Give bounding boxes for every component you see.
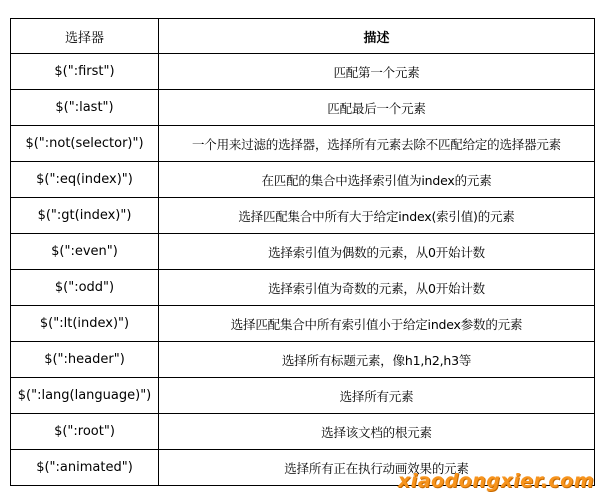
table-row <box>11 198 595 234</box>
description-column-header: 描述 <box>159 19 595 54</box>
table-row <box>11 126 595 162</box>
selector-cell: $(":not(selector)") <box>11 126 159 162</box>
selector-cell: $(":header") <box>11 342 159 378</box>
table-row <box>11 378 595 414</box>
description-cell: 选择所有元素 <box>159 378 595 414</box>
description-cell: 在匹配的集合中选择索引值为index的元素 <box>159 162 595 198</box>
selector-cell: $(":first") <box>11 54 159 90</box>
selector-table <box>10 18 595 486</box>
description-cell: 选择所有标题元素，像h1,h2,h3等 <box>159 342 595 378</box>
selector-column-header: 选择器 <box>11 19 159 54</box>
table-row <box>11 306 595 342</box>
table-row <box>11 90 595 126</box>
table-row <box>11 414 595 450</box>
selector-cell: $(":odd") <box>11 270 159 306</box>
description-cell: 选择索引值为奇数的元素，从0开始计数 <box>159 270 595 306</box>
selector-cell: $(":animated") <box>11 450 159 486</box>
site-watermark: xiaodongxier.com <box>397 470 594 492</box>
table-row <box>11 162 595 198</box>
table-row <box>11 342 595 378</box>
description-cell: 选择索引值为偶数的元素，从0开始计数 <box>159 234 595 270</box>
table-row <box>11 270 595 306</box>
selector-cell: $(":gt(index)") <box>11 198 159 234</box>
selector-cell: $(":even") <box>11 234 159 270</box>
selector-cell: $(":eq(index)") <box>11 162 159 198</box>
description-cell: 匹配第一个元素 <box>159 54 595 90</box>
table-header-row <box>11 19 595 54</box>
table-row <box>11 234 595 270</box>
description-cell: 匹配最后一个元素 <box>159 90 595 126</box>
description-cell: 选择匹配集合中所有大于给定index(索引值)的元素 <box>159 198 595 234</box>
table-row <box>11 54 595 90</box>
description-cell: 选择匹配集合中所有索引值小于给定index参数的元素 <box>159 306 595 342</box>
selector-cell: $(":lt(index)") <box>11 306 159 342</box>
description-cell: 选择所有正在执行动画效果的元素 <box>159 450 595 486</box>
selector-cell: $(":last") <box>11 90 159 126</box>
description-cell: 选择该文档的根元素 <box>159 414 595 450</box>
selector-cell: $(":root") <box>11 414 159 450</box>
selector-cell: $(":lang(language)") <box>11 378 159 414</box>
description-cell: 一个用来过滤的选择器，选择所有元素去除不匹配给定的选择器元素 <box>159 126 595 162</box>
